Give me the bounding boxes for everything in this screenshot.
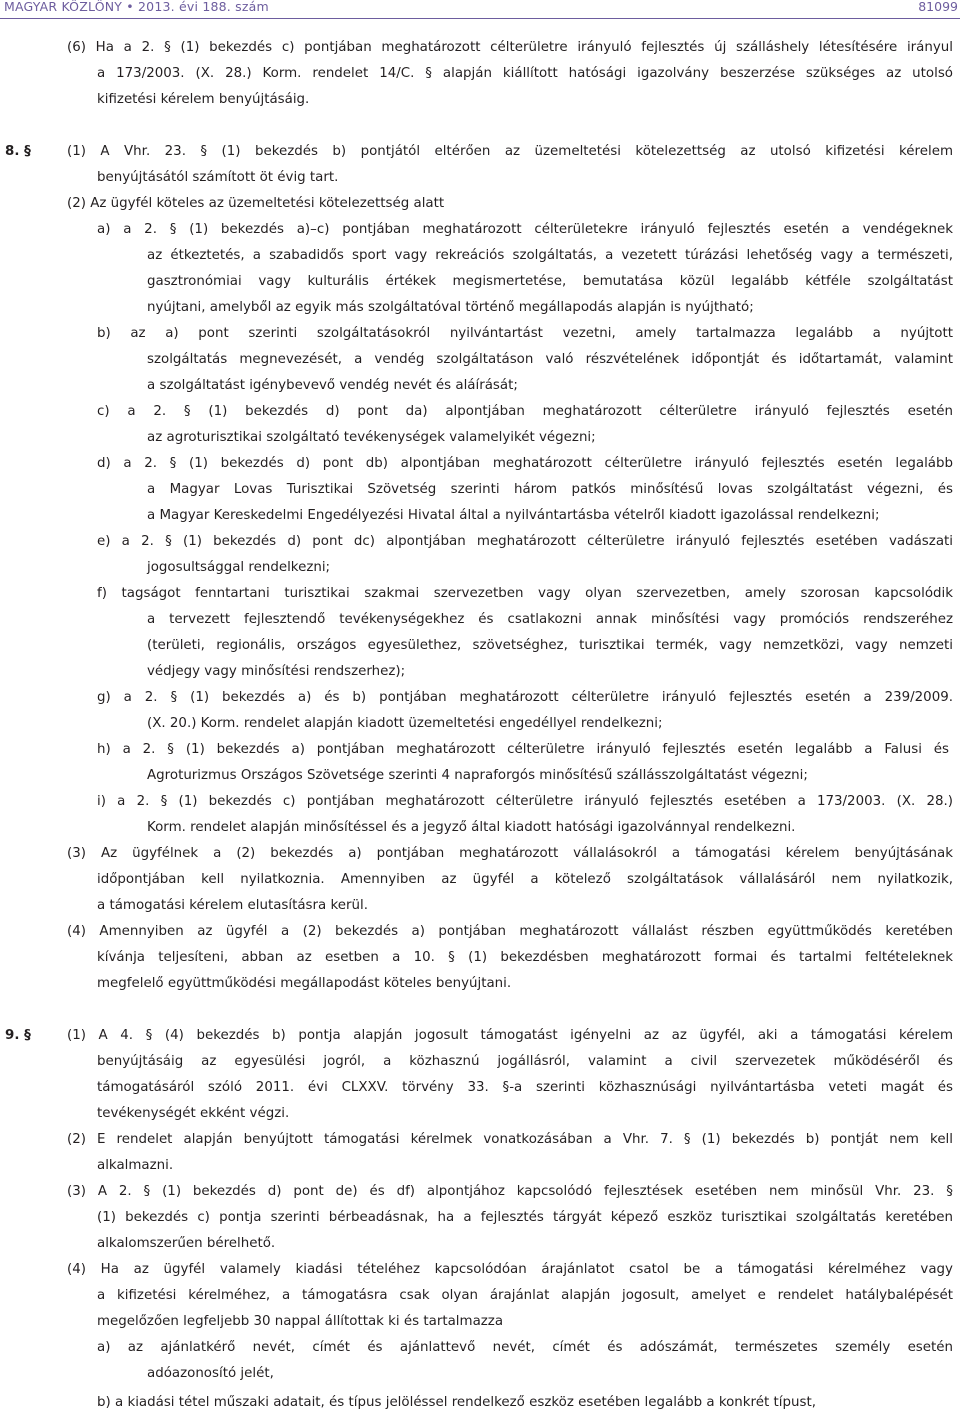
list-item-line: Agroturizmus Országos Szövetsége szerinti 4 napraforgós minősítésű szállásszolgáltatást végezni; (147, 768, 808, 783)
list-item-line: a) az ajánlatkérő nevét, címét és ajánlattevő nevét, címét és adószámát, természetes személy esetén (97, 1340, 953, 1355)
para-6-line: kifizetési kérelem benyújtásáig. (97, 92, 310, 107)
section-9-line: alkalomszerűen bérelhető. (97, 1236, 276, 1251)
list-item-line: védjegy vagy minősítési rendszerhez); (147, 664, 406, 679)
section-9-line: benyújtásáig az egyesülési jogról, a közhasznú jogállásról, valamint a civil szervezetek működéséről és (97, 1054, 953, 1069)
section-9-line: a kifizetési kérelméhez, a támogatásra csak olyan árajánlat alapján jogosult, amelyet e rendelet hatálybalépését (97, 1288, 953, 1303)
section-8-line: (2) Az ügyfél köteles az üzemeltetési kötelezettség alatt (67, 196, 445, 211)
list-item-line: (területi, regionális, országos egyesülethez, szövetséghez, turisztikai termék, vagy nemzetközi, vagy nemzeti (147, 638, 953, 653)
list-item-line: a Magyar Lovas Turisztikai Szövetség szerinti három patkós minősítésű lovas szolgáltatást végezni, és (147, 482, 953, 497)
list-item-line: g) a 2. § (1) bekezdés a) és b) pontjában meghatározott célterületre irányuló fejlesztés esetén a 239/2009. (97, 690, 953, 705)
section-9-line: (1) A 4. § (4) bekezdés b) pontja alapján jogosult támogatást igényelni az az ügyfél, aki a támogatási kérelem (67, 1028, 953, 1043)
list-item-line: a szolgáltatást igénybevevő vendég nevét és aláírását; (147, 378, 518, 393)
list-item-line: b) az a) pont szerinti szolgáltatásokról nyilvántartást vezetni, amely tartalmazza legalább a nyújtott (97, 326, 953, 341)
list-item-line: (X. 20.) Korm. rendelet alapján kiadott üzemeltetési engedéllyel rendelkezni; (147, 716, 663, 731)
list-item-line: i) a 2. § (1) bekezdés c) pontjában meghatározott célterületre irányuló fejlesztés esetében a 173/2003. (X. 28.) (97, 794, 953, 809)
list-item-line: d) a 2. § (1) bekezdés d) pont db) alpontjában meghatározott célterületre irányuló fejlesztés esetén legalább (97, 456, 953, 471)
section-8-line: (1) A Vhr. 23. § (1) bekezdés b) pontjától eltérően az üzemeltetési kötelezettség az utolsó kifizetési kérelem (67, 144, 953, 159)
para-4-line: (4) Amennyiben az ügyfél a (2) bekezdés a) pontjában meghatározott vállalást részben együttműködés keretében (67, 924, 953, 939)
list-item-line: a Magyar Kereskedelmi Engedélyezési Hivatal által a nyilvántartásba vételről kiadott igazolással rendelkezni; (147, 508, 880, 523)
list-item-line: az agroturisztikai szolgáltató tevékenységek valamelyikét végezni; (147, 430, 596, 445)
section-9-line: (2) E rendelet alapján benyújtott támogatási kérelmek vonatkozásában a Vhr. 7. § (1) bekezdés b) pontját nem kell (67, 1132, 953, 1147)
list-item-line: adóazonosító jelét, (147, 1366, 274, 1381)
section-8-line: benyújtásától számított öt évig tart. (97, 170, 339, 185)
journal-title: MAGYAR KÖZLÖNY • 2013. évi 188. szám (4, 0, 269, 14)
section-9-line: tevékenységét ekként végzi. (97, 1106, 290, 1121)
list-item-line: nyújtani, amelyből az egyik más szolgáltatóval történő megállapodás alapján is nyújtható; (147, 300, 754, 315)
list-item-line: a) a 2. § (1) bekezdés a)–c) pontjában meghatározott célterületekre irányuló fejlesztés esetén a vendégeknek (97, 222, 953, 237)
para-4-line: kívánja teljesíteni, abban az esetben a 10. § (1) bekezdésben meghatározott formai és tartalmi feltételeknek (97, 950, 953, 965)
para-3-line: időpontjában kell nyilatkoznia. Amennyiben az ügyfél a kötelező szolgáltatások vállalásáról nem nyilatkozik, (97, 872, 953, 887)
para-3-line: a támogatási kérelem elutasításra kerül. (97, 898, 368, 913)
list-item-line: h) a 2. § (1) bekezdés a) pontjában meghatározott célterületre irányuló fejlesztés esetén legalább a Falusi és (97, 742, 949, 757)
section-9-line: támogatásáról szóló 2011. évi CLXXV. törvény 33. §-a szerinti közhasznúsági nyilvántartásba veteti magát és (97, 1080, 953, 1095)
list-item-line: szolgáltatás megnevezését, a vendég szolgáltatáson való részvételének időpontját és időtartamát, valamint (147, 352, 953, 367)
list-item-line: f) tagságot fenntartani turisztikai szakmai szervezetben vagy olyan szervezetben, amely szorosan kapcsolódik (97, 586, 953, 601)
page-number: 81099 (918, 0, 958, 14)
list-item-line: e) a 2. § (1) bekezdés d) pont dc) alpontjában meghatározott célterületre irányuló fejlesztés esetében vadászati (97, 534, 953, 549)
para-3-line: (3) Az ügyfélnek a (2) bekezdés a) pontjában meghatározott vállalásokról a támogatási kérelem benyújtásának (67, 846, 953, 861)
list-item-line: a tervezett fejlesztendő tevékenységekhez és csatlakozni annak minősítési vagy promóciós rendszeréhez (147, 612, 953, 627)
para-4-line: megfelelő együttműködési megállapodást köteles benyújtani. (97, 976, 512, 991)
page-header (0, 0, 960, 13)
list-item-line: Korm. rendelet alapján minősítéssel és a jegyző által kiadott hatósági igazolvánnyal rendelkezni. (147, 820, 796, 835)
para-6-line: (6) Ha a 2. § (1) bekezdés c) pontjában meghatározott célterületre irányuló fejlesztés új szálláshely létesítésére irányul (67, 40, 953, 55)
section-9-line: (3) A 2. § (1) bekezdés d) pont de) és df) alpontjához kapcsolódó fejlesztések esetében nem minősül Vhr. 23. § (67, 1184, 953, 1199)
section-9-line: megelőzően legfeljebb 30 nappal állítottak ki és tartalmazza (97, 1314, 504, 1329)
section-9-line: alkalmazni. (97, 1158, 174, 1173)
section-9-line: (1) bekezdés c) pontja szerinti bérbeadásnak, ha a fejlesztés tárgyát képező eszköz turisztikai szolgáltatás keretében (97, 1210, 953, 1225)
list-item-line: c) a 2. § (1) bekezdés d) pont da) alpontjában meghatározott célterületre irányuló fejlesztés esetén (97, 404, 953, 419)
section-8-heading: 8. § (5, 144, 31, 159)
list-item-line: gasztronómiai vagy kulturális értékek megismertetése, bemutatása közül legalább kétféle szolgáltatást (147, 274, 953, 289)
list-item-line: jogosultsággal rendelkezni; (147, 560, 331, 575)
section-9-heading: 9. § (5, 1028, 31, 1043)
header-rule (0, 18, 960, 19)
list-item-line: az étkeztetés, a szabadidős sport vagy rekreációs szolgáltatás, a vezetett túrázási lehetőség vagy a természeti, (147, 248, 953, 263)
list-item-line: b) a kiadási tétel műszaki adatait, és típus jelöléssel rendelkező eszköz esetében legalább a konkrét típust, (97, 1395, 816, 1410)
para-6-line: a 173/2003. (X. 28.) Korm. rendelet 14/C. § alapján kiállított hatósági igazolvány beszerzése szükséges az utolsó (97, 66, 953, 81)
section-9-line: (4) Ha az ügyfél valamely kiadási tételéhez kapcsolódóan árajánlatot csatol be a támogatási kérelméhez vagy (67, 1262, 953, 1277)
